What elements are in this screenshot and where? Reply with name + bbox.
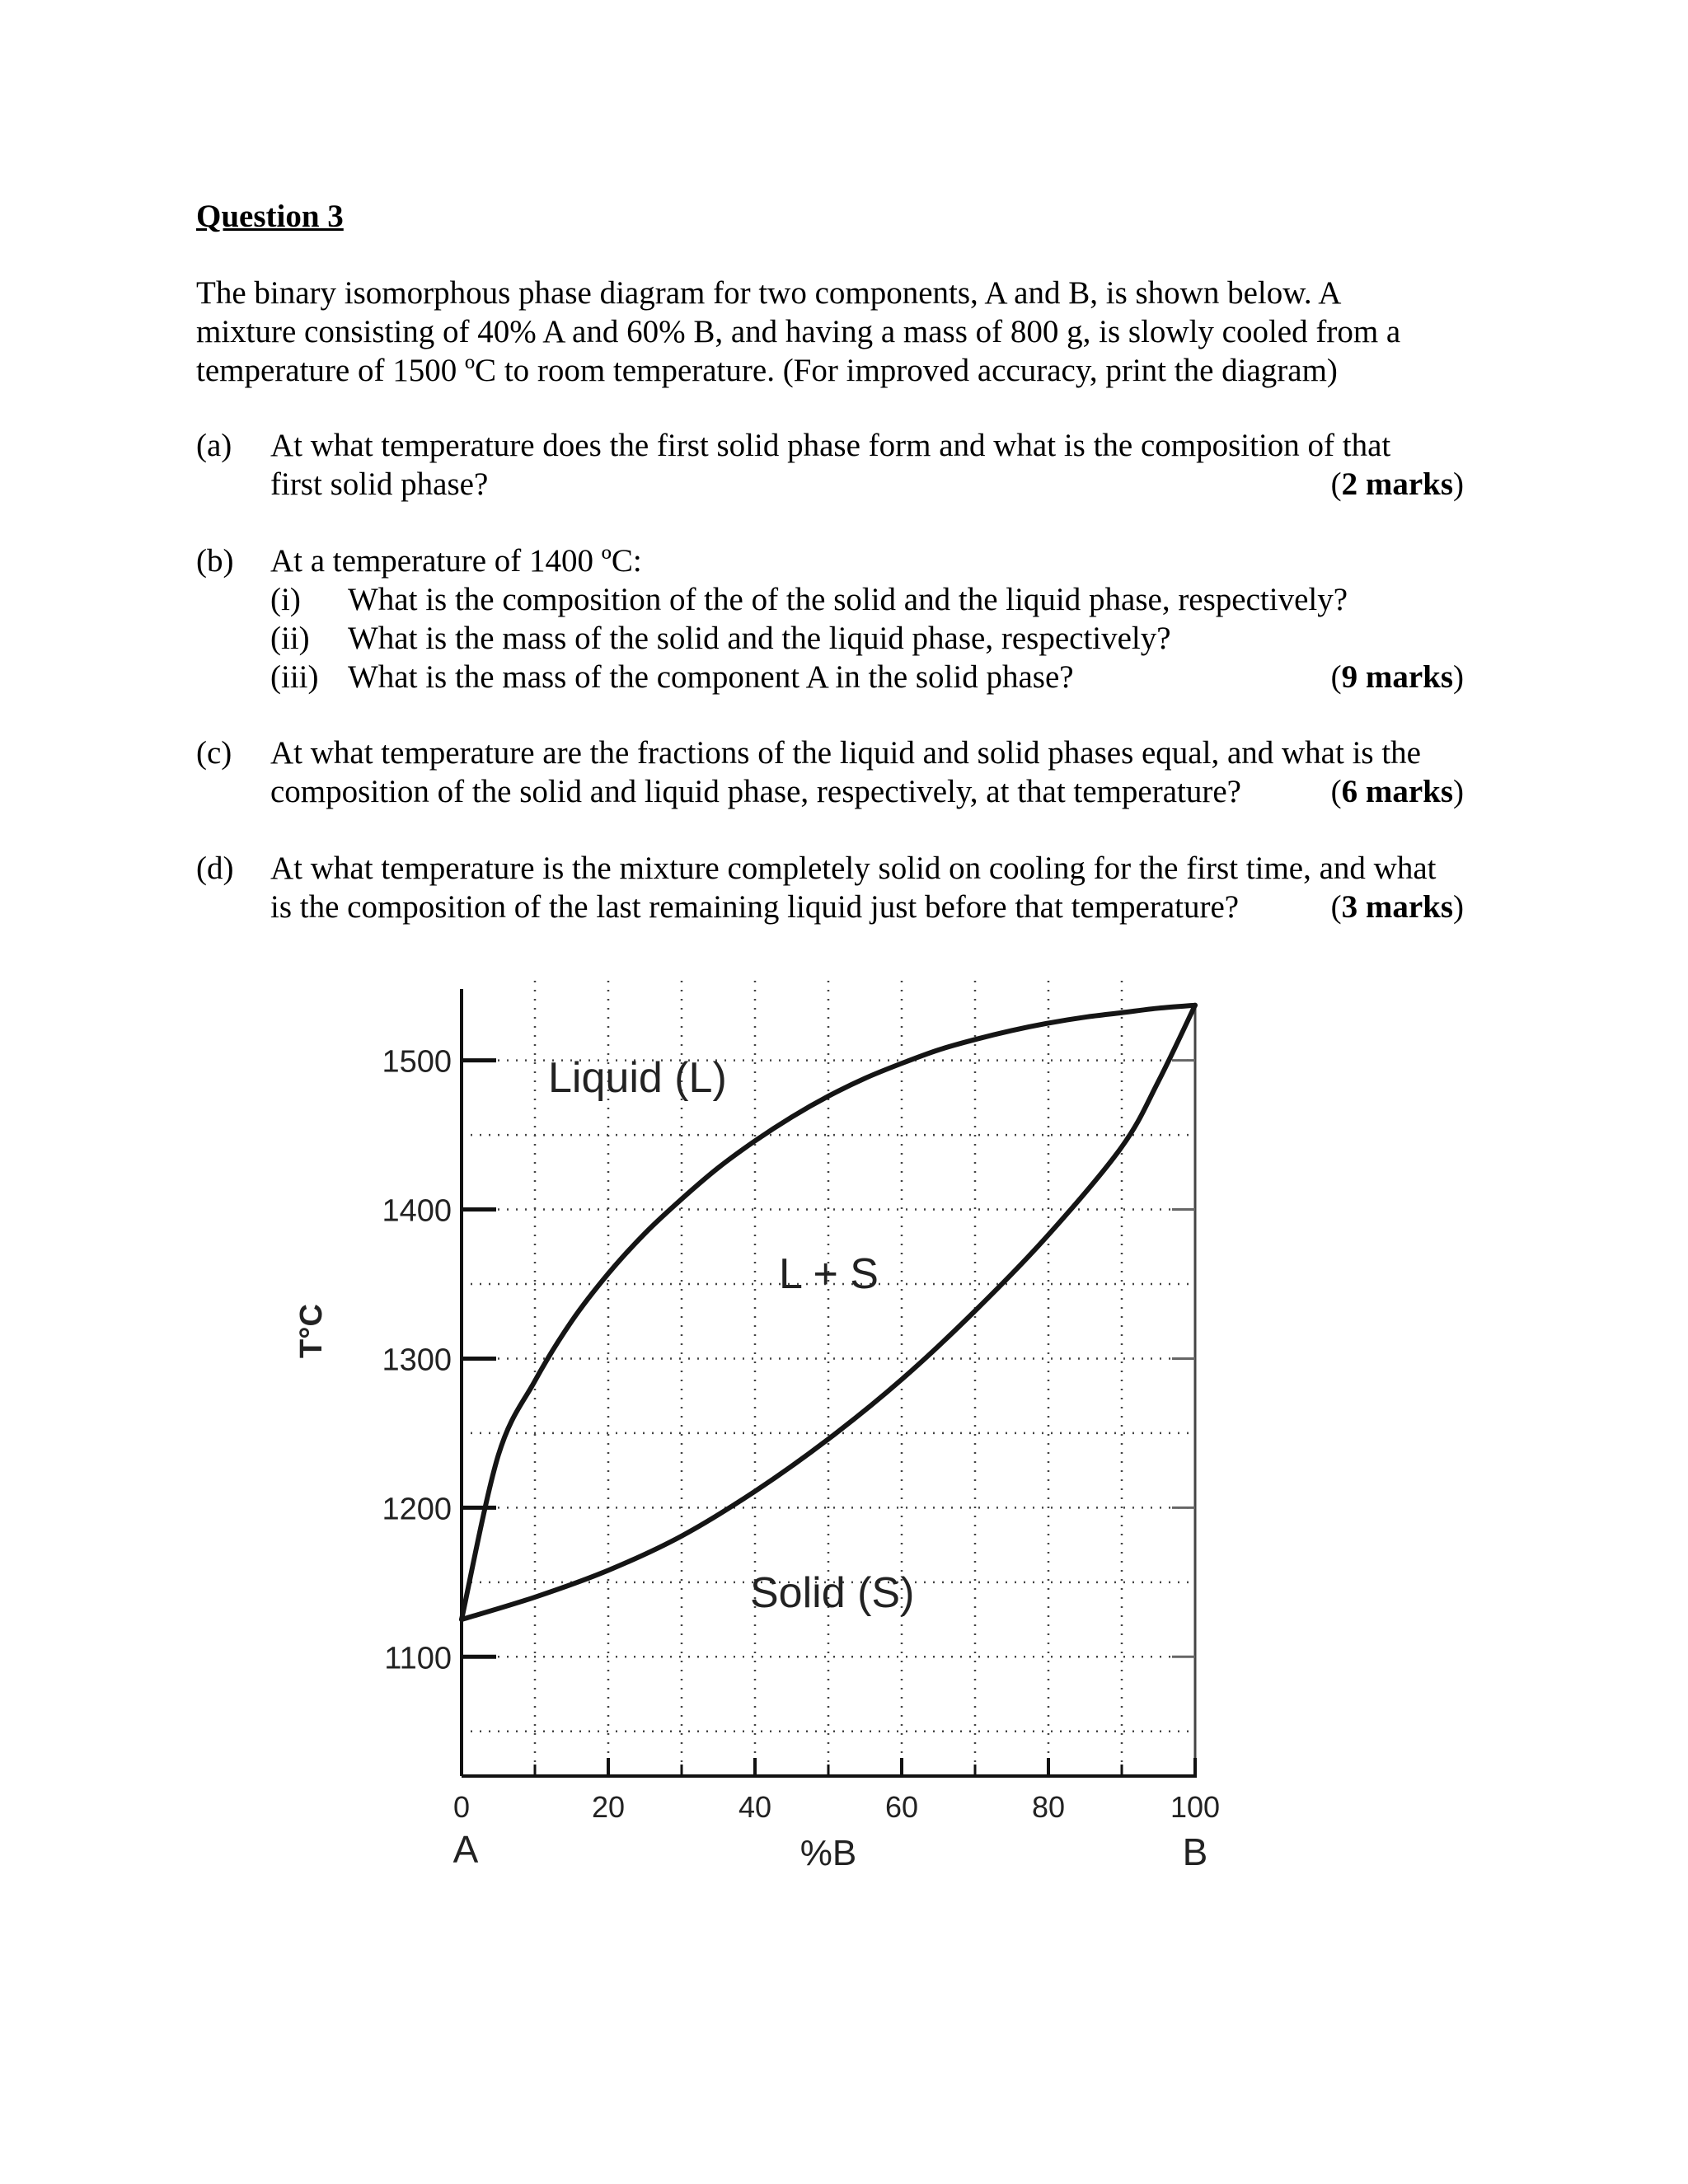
y-tick-label: 1300 — [382, 1343, 452, 1378]
axes — [462, 989, 1197, 1776]
x-tick-label: 40 — [738, 1790, 772, 1824]
part-b-sub-number: (i) — [270, 582, 301, 617]
x-tick-label: 100 — [1170, 1790, 1221, 1824]
part-b-label: (b) — [196, 543, 234, 579]
part-b-sub-text: What is the composition of the of the solid and the liquid phase, respectively? — [348, 582, 1348, 617]
region-label-liquid: Liquid (L) — [548, 1054, 727, 1102]
part-b-marks: (9 marks) — [1330, 659, 1464, 695]
part-b-sub-number: (ii) — [270, 621, 310, 656]
x-tick-label: 0 — [452, 1790, 471, 1824]
intro-line: The binary isomorphous phase diagram for two components, A and B, is shown below. A — [196, 275, 1342, 311]
part-c-label: (c) — [196, 735, 232, 771]
region-label-solid: Solid (S) — [750, 1569, 915, 1617]
part-d-label: (d) — [196, 851, 234, 886]
part-a-text: first solid phase? — [270, 466, 489, 502]
y-tick-label: 1400 — [382, 1193, 452, 1229]
intro-line: temperature of 1500 ºC to room temperature. (For improved accuracy, print the diagram) — [196, 353, 1338, 388]
part-d-marks: (3 marks) — [1330, 889, 1464, 925]
y-axis-label: T°C — [294, 1304, 329, 1358]
part-b-sub-text: What is the mass of the component A in the solid phase? — [348, 659, 1074, 695]
part-b-sub-text: What is the mass of the solid and the liquid phase, respectively? — [348, 621, 1171, 656]
part-c-marks: (6 marks) — [1330, 774, 1464, 809]
x-tick-label: 80 — [1031, 1790, 1066, 1824]
part-a-marks: (2 marks) — [1330, 466, 1464, 502]
end-label-a: A — [452, 1828, 479, 1871]
part-b-lead: At a temperature of 1400 ºC: — [270, 543, 642, 579]
x-tick-label: 60 — [884, 1790, 919, 1824]
y-tick-label: 1200 — [382, 1492, 452, 1527]
y-tick-label: 1100 — [384, 1641, 452, 1676]
y-tick-label: 1500 — [382, 1044, 452, 1080]
intro-line: mixture consisting of 40% A and 60% B, and having a mass of 800 g, is slowly cooled from a — [196, 314, 1401, 349]
question-title: Question 3 — [196, 199, 344, 234]
part-c-text: composition of the solid and liquid phase, respectively, at that temperature? — [270, 774, 1241, 809]
end-label-b: B — [1182, 1830, 1208, 1873]
part-a-text: At what temperature does the first solid phase form and what is the composition of that — [270, 428, 1391, 463]
part-d-text: At what temperature is the mixture completely solid on cooling for the first time, and what — [270, 851, 1437, 886]
part-a-label: (a) — [196, 428, 232, 463]
phase-diagram — [288, 956, 1261, 1887]
x-axis-label: %B — [799, 1833, 857, 1873]
part-d-text: is the composition of the last remaining liquid just before that temperature? — [270, 889, 1240, 925]
region-label-two-phase: L + S — [779, 1250, 879, 1298]
part-b-sub-number: (iii) — [270, 659, 319, 695]
part-c-text: At what temperature are the fractions of the liquid and solid phases equal, and what is the — [270, 735, 1421, 771]
x-tick-label: 20 — [591, 1790, 626, 1824]
